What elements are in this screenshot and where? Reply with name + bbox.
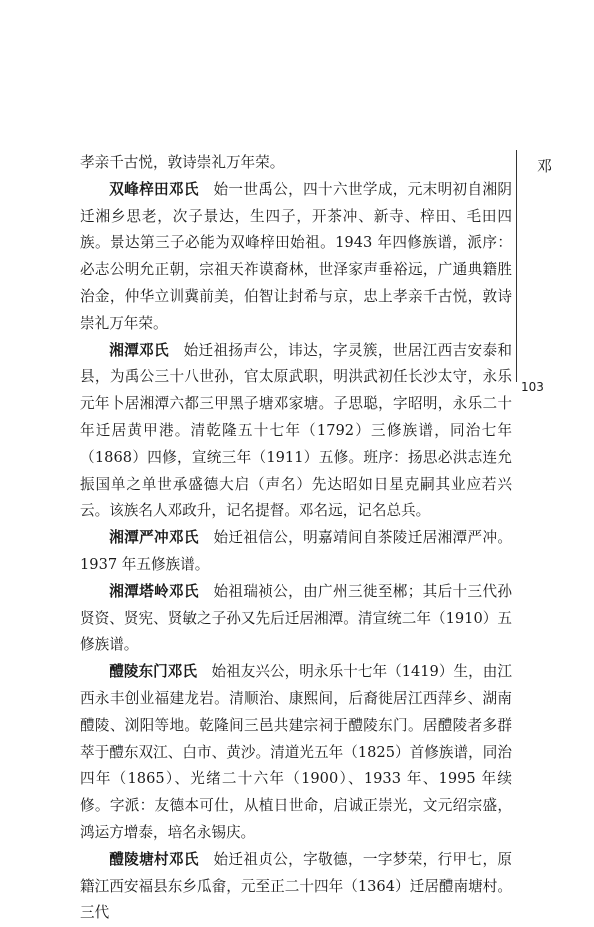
paragraph-text: 始祖友兴公，明永乐十七年（1419）生，由江西永丰创业福建龙岩。清顺治、康熙间，后裔徙居江西萍乡、湖南醴陵、浏阳等地。乾隆间三邑共建宗祠于醴陵东门。居醴陵者多群萃于醴东双江、白市、黄沙。清道光五年（1825）首修族谱，同治四年（1865）、光绪二十六年（1900）、1933 年、1995 年续修。字派：友德本可仕，从植日世命，启诚正崇光，文元绍宗盛，鸿运方增泰，培名永锡庆。 bbox=[80, 663, 512, 841]
page-number: 103 bbox=[521, 380, 544, 394]
entry-name: 醴陵塘村邓氏 bbox=[109, 850, 199, 868]
entry-paragraph bbox=[80, 525, 512, 579]
entry-paragraph bbox=[80, 659, 512, 847]
entry-paragraph bbox=[80, 579, 512, 659]
paragraph-text: 始迁祖贞公，字敬德，一字梦荣，行甲七，原籍江西安福县东乡瓜畲，元至正二十四年（1364）迁居醴南塘村。三代 bbox=[80, 850, 512, 922]
paragraph-text: 始一世禹公，四十六世学成，元末明初自湘阴迁湘乡思老，次子景达，生四子，开茶冲、新寺、梓田、毛田四族。景达第三子必能为双峰梓田始祖。1943 年四修族谱，派序：必志公明允正朝，宗祖天祚谟裔林，世泽家声垂裕远，广通典籍胜治金，仲华立训冀前美，伯智让封希与京，忠上孝亲千古悦，敦诗崇礼万年荣。 bbox=[80, 180, 512, 332]
entry-name: 双峰梓田邓氏 bbox=[109, 180, 199, 198]
entry-paragraph bbox=[80, 177, 512, 338]
entry-name: 湘潭严冲邓氏 bbox=[109, 529, 199, 547]
running-header-surname: 邓 bbox=[537, 157, 553, 175]
margin-rule bbox=[516, 150, 517, 382]
entry-paragraph bbox=[80, 847, 512, 927]
entry-paragraph bbox=[80, 338, 512, 526]
paragraph-continued bbox=[80, 150, 512, 177]
paragraph-text: 始祖瑞祯公，由广州三徙至郴；其后十三代孙贤资、贤宪、贤敏之子孙又先后迁居湘潭。清宣统二年（1910）五修族谱。 bbox=[80, 582, 512, 654]
entry-name: 醴陵东门邓氏 bbox=[109, 663, 197, 681]
paragraph-text: 始迁祖扬声公，讳达，字灵簇，世居江西吉安泰和县，为禹公三十八世孙，官太原武职，明洪武初任长沙太守，永乐元年卜居湘潭六都三甲黑子塘邓家塘。子思聪，字昭明，永乐二十年迁居黄甲港。清乾隆五十七年（1792）三修族谱，同治七年（1868）四修，宣统三年（1911）五修。班序：扬思必洪志连允振国单之单世承盛德大启（声名）先达昭如日星克嗣其业应若兴云。该族名人邓政升，记名提督。邓名远，记名总兵。 bbox=[80, 341, 512, 520]
entry-name: 湘潭邓氏 bbox=[109, 341, 169, 359]
paragraph-text: 始迁祖信公，明嘉靖间自茶陵迁居湘潭严冲。1937 年五修族谱。 bbox=[80, 529, 512, 573]
body-text bbox=[80, 150, 512, 927]
paragraph-text: 孝亲千古悦，敦诗崇礼万年荣。 bbox=[80, 154, 285, 171]
entry-name: 湘潭塔岭邓氏 bbox=[109, 582, 199, 600]
